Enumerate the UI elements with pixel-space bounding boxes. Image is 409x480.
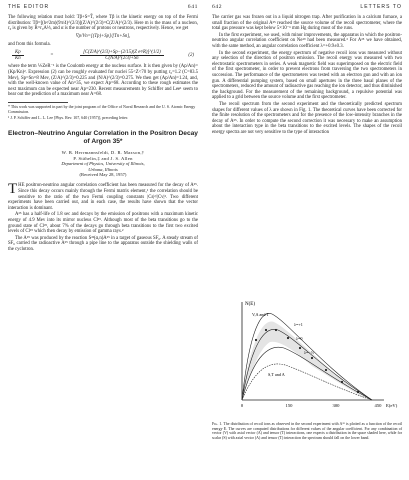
page-number: 642 [212,4,223,10]
running-head: LETTERS TO [360,4,402,10]
x-tick-label: 0 [240,403,244,408]
body-paragraph-3: The A³⁵ was produced by the reaction S³²(α,n)A³⁵ in a target of gaseous SF₆. A steady stream of SF₆ carried the radioactive A³⁵ through a pipe line to the apparatus outside the shielding walls of the cyclotron. [8,235,198,252]
curve-label-lambda-plus-1: λ=+1 [294,322,303,327]
footnote-1: * This work was supported in part by the joint program of the Office of Naval Research and the U. S. Atomic Energy Commission. [8,103,196,114]
affiliation-1: Department of Physics, University of Illinois, [61,161,145,167]
right-paragraph-4: The recoil spectrum from the second experiment and the theoretically predicted spectrum shapes for different values of λ are shown in Fig. 1. The theoretical curves have been corrected for the finite resolution of the spectrometers and for the presence of the low-intensity branches in the decay of A³⁵. In order to compute the second correction it was necessary to make an assumption about the interaction type in the beta transitions to the excited levels. The shapes of the recoil energy spectra are not very sensitive to the type of interaction [212,101,402,135]
affiliation-2: Urbana, Illinois [88,166,118,172]
footnote-rule [8,102,68,103]
equation-number: (2) [188,53,194,59]
left-page [8,0,198,480]
equation-intro: and from this formula. [8,41,51,47]
paragraph-2: where the term ⅕ZeR⁻¹ is the Coulomb energy at the nucleus surface. It is then given by (Ap/An)=(Kp/Kn)². Expression (2) can be roughly evaluated for nuclei 55<Z<70 by putting r₀=1.2 (C=83.5 Mev), Sp=Sn=8 Mev, (Z/A)^(2/3)=0.225 and (N/A)^(2/3)=0.275. We then get (Ap/An)=1.24, and, with the well-known value of An=35, we expect Ap=68. According to these rough estimates the next maximum can be expected near Ap=230. Recent measurements by Schiffer and Lee¹ seem to bear out the prediction of a maximum near A=68. [8,64,198,98]
curve-label-v-a-t: V,A and T [252,312,269,317]
right-page-header [212,4,402,10]
drop-cap: T [8,181,18,198]
left-page-header [8,4,198,10]
body-paragraph-1: THE positron-neutrino angular correlation coefficient has been measured for the decay of A³⁵. Since this decay occurs mainly through the Fermi matrix element,¹ the correlation should be sensitive to the ratio of the two Fermi coupling constants |Cs|²/|Cv|². Two different experiments have been carried out, and in each case, the results have shown that the vector interaction is dominant. [8,181,198,211]
recoil-spectrum-plot [212,296,402,416]
right-paragraph-1: The carrier gas was frozen out in a liquid nitrogen trap. After purification in a calcium furnace, a small fraction of the original A³⁵ reached the source volume of the recoil spectrometer, where the total gas pressure was kept below 5×10⁻⁶ mm Hg during most of the runs. [212,15,402,32]
right-paragraph-3: In the second experiment, the energy spectrum of negative recoil ions was measured without any selection of the direction of positron emission. The recoil energy was measured with two electrostatic spectrometers in series. A weak magnetic field was superimposed on the electric field of the first spectrometer, in order to prevent electrons from traversing the two spectrometers in succession. The performance of the spectrometers was tested with an electron gun and with an ion gun. A differential pumping system, based on small apertures in the three basal planes of the spectrometers, reduced the amount of radioactive gas reaching the ion detector, and thus diminished the background. For the measurement of the remaining background, a repulsive potential was applied to a grid between the source volume and the first spectrometer. [212,50,402,101]
x-tick-label: 150 [285,403,293,408]
figure-caption [212,422,402,441]
right-page [212,0,402,292]
caption-label: Fig. 1. [212,422,223,426]
curve-label-s-t-a: S,T and A [268,372,285,377]
curve-label-lambda-0: λ=0 [296,336,303,341]
received-date: (Received May 28, 1957) [79,171,127,177]
authors-line-1: W. B. Herrmannsfeldt, D. R. Maxson,† [61,150,145,156]
curve-label-lambda-minus-third: λ=−⅓ [304,350,314,355]
curve-s-t-a [242,364,372,400]
article-title: Electron–Neutrino Angular Correlation in the Positron Decay of Argon 35* [8,130,198,146]
body-paragraph-2: A³⁵ has a half-life of 1.8 sec and decays by the emission of positrons with a maximum kinetic energy of 4.9 Mev into its mirror nucleus Cl³⁵. Although most of the beta transitions go to the ground state of Cl³⁵, about 7% of the decays go through beta transitions to the first two excited levels of Cl³⁵ which then decay by emission of gamma rays.² [8,212,198,235]
running-head: THE EDITOR [8,4,50,10]
y-axis-label: N(E) [245,302,255,307]
x-axis-label: E(eV) [386,403,398,408]
shaded-band [242,321,367,400]
equation-2-lhs: $\frac{Kp}{Kn}$ [12,50,24,61]
footnote-2: ¹ J. P. Schiffer and L. L. Lee [Phys. Rev. 107, 640 (1957)], preceding letter. [8,114,129,120]
authors-line-2: P. Stähelin,‡ and J. S. Allen [73,155,133,161]
x-tick-label: 450 [374,403,382,408]
equation-2: $\frac{Kp}{Kn}$ = $\frac{\text{[C(Z/A)\textasciicircum{}(2/3)+Sp−(2/15)(Z e²/R)]\textasciicircum{}(1/2)}}{C(N/A)\^{}(2/3)+Sn}$ (2) [12,50,194,61]
equation-2-rhs: $\frac{\text{[C(Z/A)\textasciicircum{}(2/3)+Sp−(2/15)(Z e²/R)]\textasciicircum{}(1/2)}}{C(N/A)\^{}(2/3)+Sn}$ [80,50,164,61]
intro-paragraph: The following relation must hold: Tβ+S=T̄, where Tβ is the kinetic energy on top of the Fermi distribution: Tβ=[(h²/2m)(9π/4)^(2/3)](Z/A)^(2/3)=C(Z/A)^(2/3). Here m is the mass of a nucleon, r₀ is given by R=r₀A⅓, and α is the number of protons or neutrons, respectively. Hence, we get [8,15,198,32]
equation-1: V̄p/Vn=[(Tp)+Sp]/[Tn+Sn], [75,33,131,39]
caption-text: The distribution of recoil ions as observed in the second experiment with A³⁵ is plotted as a function of the recoil energy E. The curves are computed distributions for different values of the angular coefficient. For any combination of vector (V) with axial vector (A) and tensor (T) interactions, one expects a distribution in the space shaded here, while for scalar (S) with axial vector (A) and tensor (T) interaction the spectrum should fall on the lower band. [212,422,402,441]
recoil-spectrum-figure [212,296,402,416]
x-tick-label: 300 [332,403,340,408]
right-paragraph-2: In the first experiment, we used, with minor improvements, the apparatus in which the positron-neutrino angular correlation coefficient on Ne¹⁹ had been measured.³ For A³⁵ we have obtained, with the same method, an angular correlation coefficient λ=+0.9±0.3. [212,32,402,49]
page-number: 641 [187,4,198,10]
